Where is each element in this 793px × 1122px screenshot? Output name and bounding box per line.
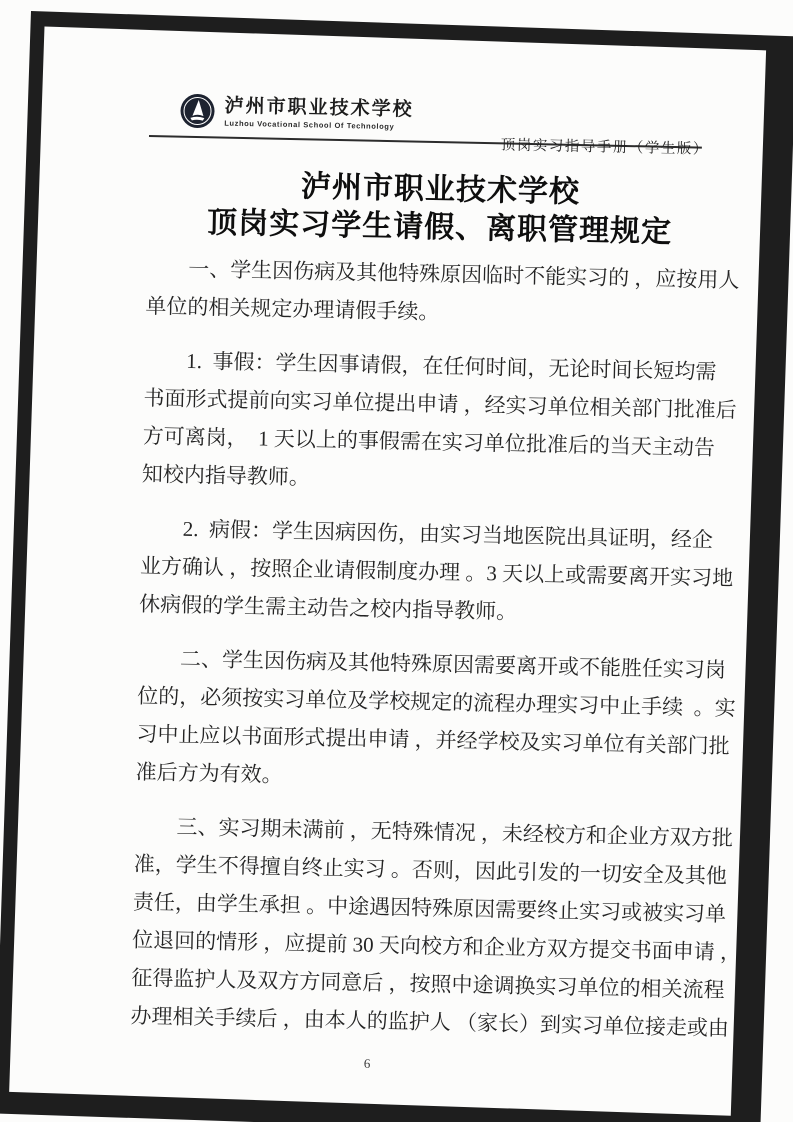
paragraph-5 <box>130 807 742 1047</box>
paragraph-line: 征得监护人及双方方同意后 ，按照中途调换实习单位的相关流程 <box>131 965 725 1003</box>
paragraph-3 <box>138 509 734 635</box>
paragraph-line: 知校内指导教师。 <box>141 461 311 490</box>
school-name-block <box>224 96 414 132</box>
school-name-zh: 泸州市职业技术学校 <box>224 95 414 121</box>
paragraph-1 <box>145 249 740 337</box>
paragraph-4 <box>135 639 736 803</box>
paragraph-line: 办理相关手续后 ，由本人的监护人 （家长）到实习单位接走或由 <box>130 1003 730 1041</box>
paragraph-line: 位的，必须按实习单位及学校规定的流程办理实习中止手续 。实 <box>137 683 736 721</box>
paragraph-line: 责任，由学生承担 。中途遇因特殊原因需要终止实习或被实习单 <box>132 889 727 927</box>
page-content <box>129 88 742 1079</box>
paragraph-line: 二、学生因伤病及其他特殊原因需要离开或不能胜任实习岗 <box>179 646 727 683</box>
paragraph-line: 准，学生不得擅自终止实习 。否则，因此引发的一切安全及其他 <box>133 851 728 889</box>
document-title-line2: 顶岗实习学生请假、离职管理规定 <box>206 206 673 249</box>
paragraph-2 <box>141 341 737 505</box>
page-number: 6 <box>363 1055 371 1071</box>
handbook-label: 顶岗实习指导手册（学生版） <box>500 137 709 158</box>
paragraph-line: 一、学生因伤病及其他特殊原因临时不能实习的 ，应按用人 <box>187 256 740 293</box>
paragraph-line: 方可离岗， 1 天以上的事假需在实习单位批准后的当天主动告 <box>142 423 716 460</box>
paragraph-line: 2. 病假：学生因病因伤，由实习当地医院出具证明，经企 <box>182 516 714 552</box>
paragraph-line: 业方确认 ，按照企业请假制度办理 。3 天以上或需要离开实习地 <box>139 553 734 591</box>
paragraph-line: 习中止应以书面形式提出申请 ，并经学校及实习单位有关部门批 <box>136 721 730 759</box>
school-logo-icon <box>179 93 216 130</box>
paragraph-line: 1. 事假：学生因事请假，在任何时间，无论时间长短均需 <box>186 348 717 384</box>
paragraph-line: 休病假的学生需主动告之校内指导教师。 <box>138 591 518 624</box>
document-title <box>147 165 733 253</box>
paragraph-line: 位退回的情形 ，应提前 30 天向校方和企业方双方提交书面申请 ， <box>131 927 742 965</box>
document-title-line1: 泸州市职业技术学校 <box>300 170 581 210</box>
document-body <box>130 249 742 1047</box>
paragraph-line: 单位的相关规定办理请假手续。 <box>145 293 440 325</box>
paragraph-line: 书面形式提前向实习单位提出申请 ，经实习单位相关部门批准后 <box>143 385 737 423</box>
school-name-en: Luzhou Vocational School Of Technology <box>224 118 395 132</box>
paragraph-line: 准后方为有效。 <box>135 759 283 787</box>
paragraph-line: 三、实习期未满前 ，无特殊情况 ，未经校方和企业方双方批 <box>176 814 734 851</box>
